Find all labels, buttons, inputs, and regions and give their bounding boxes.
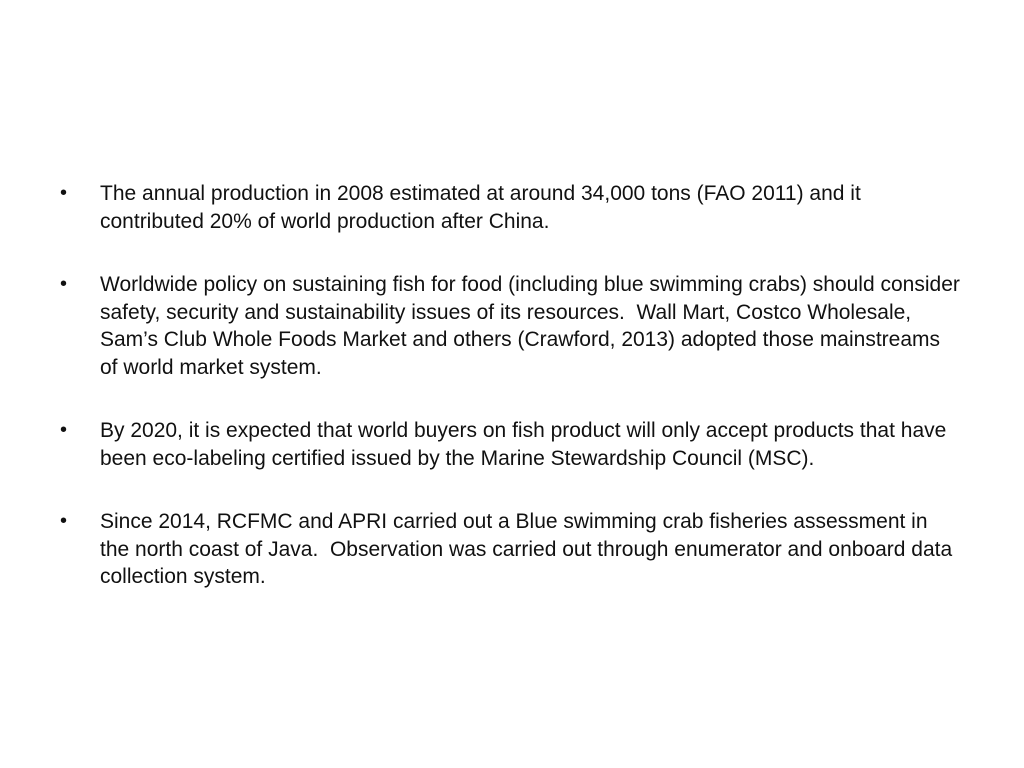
bullet-list bbox=[60, 180, 966, 591]
bullet-icon: • bbox=[60, 273, 68, 295]
bullet-item-4 bbox=[60, 508, 960, 591]
bullet-item-1 bbox=[60, 180, 960, 235]
bullet-text: By 2020, it is expected that world buyers on fish product will only accept products that have been eco-labeling certified issued by the Marine Stewardship Council (MSC). bbox=[100, 419, 953, 470]
bullet-text: Since 2014, RCFMC and APRI carried out a Blue swimming crab fisheries assessment in the north coast of Java. Observation was carried out through enumerator and onboard data collection system. bbox=[100, 510, 959, 588]
bullet-icon: • bbox=[60, 419, 68, 441]
bullet-icon: • bbox=[60, 182, 68, 204]
bullet-text: The annual production in 2008 estimated at around 34,000 tons (FAO 2011) and it contributed 20% of world production after China. bbox=[100, 182, 867, 233]
bullet-item-3 bbox=[60, 417, 960, 472]
bullet-item-2 bbox=[60, 271, 966, 381]
bullet-text: Worldwide policy on sustaining fish for food (including blue swimming crabs) should consider safety, security and sustainability issues of its resources. Wall Mart, Costco Wholesale, Sam’s Club Whole Foods Market and others (Crawford, 2013) adopted those mainstreams of world market system. bbox=[100, 273, 966, 379]
bullet-icon: • bbox=[60, 510, 68, 532]
